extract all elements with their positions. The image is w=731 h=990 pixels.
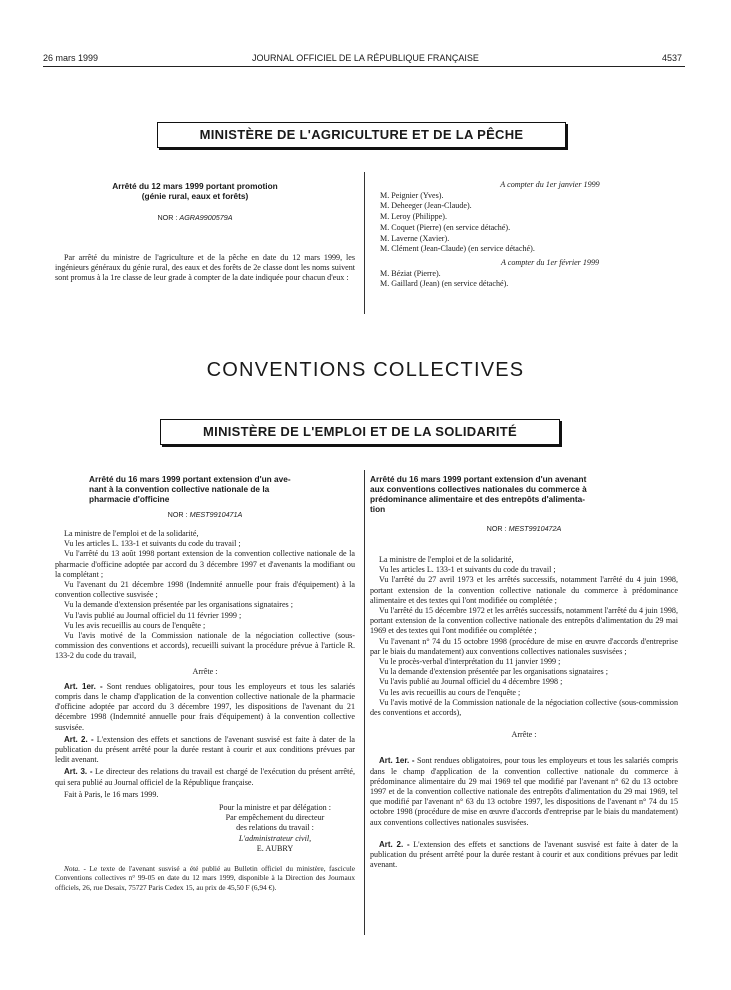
- signature-name: E. AUBRY: [256, 843, 294, 853]
- visa: Vu les avis recueillis au cours de l'enquête ;: [64, 620, 206, 630]
- column-divider-top: [364, 172, 365, 314]
- visa: La ministre de l'emploi et de la solidarité,: [379, 555, 514, 564]
- article-number: Art. 3. -: [64, 767, 93, 777]
- right-article: [370, 474, 678, 870]
- list-item: M. Gaillard (Jean) (en service détaché).: [380, 279, 509, 289]
- group1-heading: A compter du 1er janvier 1999: [500, 180, 600, 189]
- visa: La ministre de l'emploi et de la solidarité,: [64, 529, 199, 538]
- promotion-list-2: [380, 269, 680, 290]
- arrete1-promotions: [380, 180, 680, 290]
- visa: Vu la demande d'extension présentée par les organisations signataires ;: [379, 667, 608, 677]
- right-article-title: [370, 474, 678, 514]
- signature-block: [55, 803, 355, 854]
- article-number: Art. 2. -: [64, 734, 94, 744]
- header-journal-title: JOURNAL OFFICIEL DE LA RÉPUBLIQUE FRANÇAISE: [252, 53, 479, 63]
- visa: Vu la demande d'extension présentée par les organisations signataires ;: [64, 600, 293, 610]
- visa: Vu l'avenant n° 74 du 15 octobre 1998 (procédure de mise en œuvre d'accords d'entreprise par le biais du mandatement) aux conventions collectives nationales susvisées ;: [370, 636, 678, 656]
- arrete1-title: [80, 181, 310, 201]
- nor-code: MEST9910472A: [508, 524, 562, 533]
- list-item: M. Béziat (Pierre).: [380, 268, 441, 278]
- article-paragraph: [55, 767, 355, 787]
- title-line: aux conventions collectives nationales du commerce à: [370, 484, 587, 494]
- visa: Vu l'arrêté du 13 août 1998 portant extension de la convention collective nationale de la pharmacie d'officine adoptée par accord du 3 décembre 1997 et d'avenants la modifiant ou la complétant ;: [55, 549, 355, 579]
- article-text: Le directeur des relations du travail est chargé de l'exécution du présent arrêté, qui sera publié au Journal officiel de la République française.: [55, 767, 355, 787]
- title-line: Arrêté du 16 mars 1999 portant extension d'un ave-: [89, 474, 291, 484]
- visa: Vu l'avenant du 21 décembre 1998 (Indemnité annuelle pour frais d'équipement) à la convention collective susvisée ;: [55, 580, 355, 600]
- arrete1-title-line2: (génie rural, eaux et forêts): [141, 191, 249, 201]
- title-line: pharmacie d'officine: [89, 494, 170, 504]
- arrete1-nor: [80, 213, 310, 222]
- nor-label: NOR :: [486, 524, 507, 533]
- article-number: Art. 1er. -: [379, 756, 415, 766]
- list-item: M. Deheeger (Jean-Claude).: [380, 201, 472, 211]
- visa: Vu l'avis publié au Journal officiel du 4 décembre 1998 ;: [379, 677, 563, 687]
- article-paragraph: [55, 682, 355, 733]
- signature-line: Pour la ministre et par délégation :: [219, 803, 331, 813]
- visa: Vu le procès-verbal d'interprétation du 11 janvier 1999 ;: [379, 657, 561, 667]
- ministry-agriculture-heading: MINISTÈRE DE L'AGRICULTURE ET DE LA PÊCHE: [157, 122, 566, 148]
- nota-label: Nota. -: [64, 864, 86, 874]
- arrete-label: Arrête :: [511, 730, 537, 740]
- list-item: M. Leroy (Philippe).: [380, 212, 447, 222]
- nota: [55, 864, 355, 892]
- visa: Vu les articles L. 133-1 et suivants du code du travail ;: [64, 539, 241, 549]
- arrete1-body: Par arrêté du ministre de l'agriculture et de la pêche en date du 12 mars 1999, les ingénieurs généraux du génie rural, des eaux et des forêts de 2e classe dont les noms suivent sont promus à la 1re classe de leur grade à compter de la date indiquée pour chacun d'eux :: [55, 253, 355, 283]
- visa: Vu l'arrêté du 27 avril 1973 et les arrêtés successifs, notamment l'arrêté du 4 juin 1998, portant extension de la convention collective nationale du commerce à prédominance alimentaire et des textes qui l'ont modifiée ou complétée ;: [370, 575, 678, 605]
- arrete1-nor-code: AGRA9900579A: [179, 213, 233, 222]
- list-item: M. Laverne (Xavier).: [380, 233, 450, 243]
- visa: Vu les articles L. 133-1 et suivants du code du travail ;: [379, 565, 556, 575]
- visa: Vu l'avis publié au Journal officiel du 11 février 1999 ;: [64, 610, 242, 620]
- right-article-nor: [370, 524, 678, 533]
- left-article: [55, 474, 355, 892]
- list-item: M. Peignier (Yves).: [380, 190, 444, 200]
- list-item: M. Clément (Jean-Claude) (en service détaché).: [380, 244, 535, 254]
- title-line: prédominance alimentaire et des entrepôts d'alimenta-: [370, 494, 585, 504]
- article-text: L'extension des effets et sanctions de l'avenant susvisé est faite à dater de la publication du présent arrêté pour la durée restant à courir et aux conditions prévues par ledit avenant.: [55, 734, 355, 765]
- list-item: M. Coquet (Pierre) (en service détaché).: [380, 222, 511, 232]
- title-line: Arrêté du 16 mars 1999 portant extension d'un avenant: [370, 474, 587, 484]
- fait-a-paris: Fait à Paris, le 16 mars 1999.: [64, 789, 159, 799]
- left-article-title: [55, 474, 355, 504]
- ministry-employment-heading: MINISTÈRE DE L'EMPLOI ET DE LA SOLIDARITÉ: [160, 419, 560, 445]
- title-line: nant à la convention collective nationale de la: [89, 484, 270, 494]
- article-number: Art. 1er. -: [64, 681, 103, 691]
- column-divider-bottom: [364, 470, 365, 935]
- signature-line: L'administrateur civil,: [238, 833, 312, 843]
- article-paragraph: [370, 840, 678, 871]
- header-date: 26 mars 1999: [43, 53, 99, 63]
- nor-code: MESТ9910471A: [189, 510, 243, 519]
- left-article-nor: [55, 510, 355, 519]
- signature-line: Par empêchement du directeur: [225, 813, 325, 823]
- signature-line: des relations du travail :: [236, 823, 314, 833]
- section-title: CONVENTIONS COLLECTIVES: [206, 359, 525, 381]
- article-number: Art. 2. -: [379, 839, 410, 849]
- header-page-number: 4537: [662, 53, 683, 63]
- nor-label: NOR :: [167, 510, 188, 519]
- arrete1-nor-label: NOR :: [157, 213, 178, 222]
- article-text: Sont rendues obligatoires, pour tous les employeurs et tous les salariés compris dans le champ d'application de la convention collective nationale de la pharmacie d'officine adoptée par accord du 3 décembre 1997, les dispositions de l'avenant du 21 décembre 1998 (Indemnité annuelle pour frais d'équipement) à la convention collective susvisée.: [55, 681, 355, 732]
- header-rule: [43, 66, 685, 67]
- title-line: tion: [370, 504, 386, 514]
- article-text: Sont rendues obligatoires, pour tous les employeurs et tous les salariés compris dans le champ d'application de la convention collective nationale du commerce à prédominance alimentaire du 29 mai 1969 tel que modifié par l'avenant n° 62 du 13 octobre 1997 et de la convention collective nationale des entrepôts d'alimentation du 29 mai 1969, tel que modifié par l'avenant n° 63 du 13 octobre 1997, les dispositions de l'avenant n° 74 du 15 octobre 1998 (procédure de mise en œuvre d'accords d'entreprise par le biais du mandatement) aux conventions collectives nationales susvisées.: [370, 756, 678, 827]
- visa: Vu l'avis motivé de la Commission nationale de la négociation collective (sous-commission des conventions et accords),: [370, 697, 678, 718]
- visa: Vu l'avis motivé de la Commission nationale de la négociation collective (sous-commission des conventions et accords), recueilli suivant la procédure prévue à l'article R. 133-2 du code du travail,: [55, 631, 355, 661]
- promotion-list-1: [380, 191, 680, 255]
- visa: Vu les avis recueillis au cours de l'enquête ;: [379, 687, 521, 697]
- arrete1-title-line1: Arrêté du 12 mars 1999 portant promotion: [112, 181, 278, 191]
- arrete-label: Arrête :: [192, 666, 218, 676]
- group2-heading: A compter du 1er février 1999: [500, 257, 600, 267]
- visa: Vu l'arrêté du 15 décembre 1972 et les arrêtés successifs, notamment l'arrêté du 4 juin 1998, portant extension de la convention collective nationale des entrepôts d'alimentation du 29 mai 1969 et des textes qui l'ont modifiée ou complétée ;: [370, 606, 678, 636]
- article-paragraph: [55, 735, 355, 766]
- article-text: L'extension des effets et sanctions de l'avenant susvisé est faite à dater de la publication du présent arrêté pour la durée restant à courir et aux conditions prévues par ledit avenant.: [370, 839, 678, 870]
- article-paragraph: [370, 756, 678, 827]
- nota-text: Le texte de l'avenant susvisé a été publié au Bulletin officiel du ministère, fascicule Conventions collectives n° 99-05 en date du 12 mars 1999, disponible à la Direction des Journaux officiels, 26, rue Desaix, 75727 Paris Cedex 15, au prix de 45,50 F (6,94 €).: [55, 864, 355, 892]
